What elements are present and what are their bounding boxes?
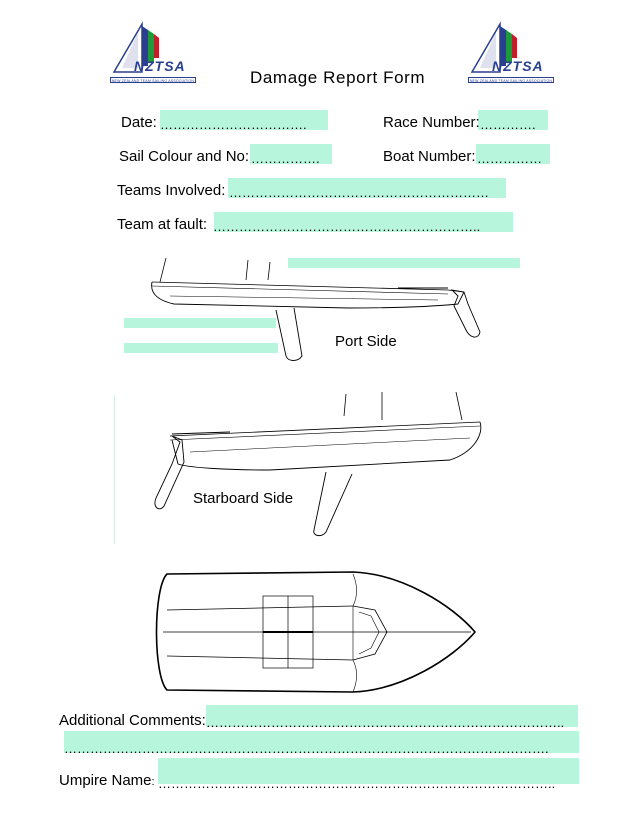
umpire-name-label	[59, 772, 155, 789]
umpire-name-colon: :	[151, 776, 155, 788]
starboard-side-boat-diagram	[150, 390, 490, 540]
comments-dots-1: ………………………………………………………………………..	[206, 715, 565, 730]
comments-label: Additional Comments:	[59, 712, 206, 729]
logo-left-name: NZTSA	[134, 58, 186, 74]
sail-colour-label: Sail Colour and No:	[119, 148, 250, 165]
logo-right	[466, 22, 556, 86]
umpire-name-label-text: Umpire Name	[59, 772, 152, 789]
starboard-side-label: Starboard Side	[193, 490, 294, 507]
sail-colour-dots: …………….	[251, 151, 320, 166]
race-number-dots: ………….	[480, 117, 536, 132]
port-side-boat-diagram	[148, 256, 488, 366]
umpire-name-dots: ………………………………………………………………………………..	[158, 776, 556, 791]
boat-number-dots: ……………	[477, 151, 542, 166]
page-title: Damage Report Form	[250, 68, 426, 87]
boat-number-label: Boat Number:	[383, 148, 476, 165]
deck-plan-diagram	[153, 566, 483, 696]
date-dots: …………………………….	[160, 117, 307, 132]
port-side-label: Port Side	[335, 333, 397, 350]
teams-involved-label: Teams Involved:	[117, 182, 226, 199]
logo-left	[108, 22, 198, 86]
logo-left-subtitle: NEW ZEALAND TEAM SAILING ASSOCIATION	[111, 79, 195, 83]
team-at-fault-label: Team at fault:	[117, 216, 208, 233]
team-at-fault-dots: ……………………………………………………..	[213, 219, 481, 234]
comments-dots-2: ………………………………………………………………………………………………….	[64, 741, 549, 756]
race-number-label: Race Number:	[383, 114, 480, 131]
logo-right-name: NZTSA	[492, 58, 544, 74]
logo-right-subtitle: NEW ZEALAND TEAM SAILING ASSOCIATION	[469, 79, 553, 83]
starboard-guide-line	[114, 394, 115, 544]
date-label: Date:	[121, 114, 157, 131]
teams-involved-dots: ……………………………………………………	[229, 185, 489, 200]
